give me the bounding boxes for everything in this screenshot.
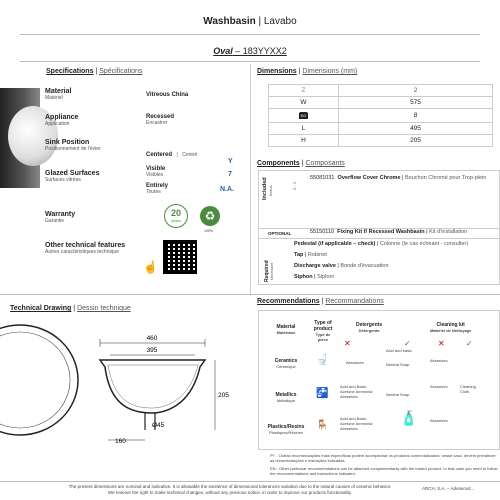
subheader-divider	[20, 61, 480, 62]
component-siphon: Siphon | Siphon	[294, 274, 335, 280]
model-code: – 183YYXX2	[232, 46, 287, 56]
component-pedestal: Pedestal (if applicable – check) | Colonne (le cas échéant - consulter)	[294, 241, 469, 247]
rec-col-detergents: Detergents Détergents	[356, 322, 383, 333]
rec-note-pt: PT - Outras recomendações mais específicas podem acompanhar os produtos comercializados; nesse caso, devem prevalecer as recomendações e instruções indicadas.	[270, 453, 496, 463]
rec-metallics-c1: Abrasives	[430, 384, 448, 389]
rec-note-en: EN - Other particular recommendations can be attached complementarily with the traded product. In that case you need to follow the recommendations and instructions indicated.	[270, 466, 498, 476]
drawing-heading: Technical Drawing | Dessin technique	[10, 305, 131, 312]
rec-row-ceramics: Ceramics Céramique	[274, 358, 298, 369]
dimensions-table	[268, 84, 493, 147]
dim-row-z: Z 2	[269, 85, 493, 97]
dim-row-w: W 575	[269, 97, 493, 109]
title-main: Washbasin	[203, 16, 256, 27]
included-label: Included	[262, 177, 268, 200]
included-label-alt: Inclus	[268, 185, 273, 196]
dim-45-label: Ø45	[152, 422, 165, 429]
recycle-icon: ♻	[200, 206, 220, 226]
glazed-code-na: N.A.	[220, 186, 234, 193]
spec-material-value: Vitreous China	[146, 92, 189, 98]
rec-row-plastics: Plastics/Resins Plastiques/Résines	[267, 424, 305, 435]
dim-205-label: 205	[218, 392, 229, 399]
top-view-inner	[0, 332, 70, 428]
spec-sink-position: Sink Position Positionnement de l'évier	[45, 139, 101, 152]
rec-ceramics-d3: Neutral Soap	[386, 362, 410, 367]
rec-ceramics-d2: Acid and basic	[386, 348, 413, 353]
required-label: Required	[264, 260, 270, 282]
document-title: Washbasin | Lavabo	[203, 16, 297, 27]
rec-col-type: Type of product Type de pièce	[313, 320, 333, 342]
spec-glazed-value2: Entirely Toutes	[146, 183, 169, 195]
allowed-check-icon-2: ✓	[466, 339, 473, 348]
qr-code[interactable]	[163, 240, 197, 274]
product-photo	[0, 88, 40, 188]
dim-row-kg: KG 8	[269, 109, 493, 123]
required-label-alt: Nécessaire	[270, 262, 274, 280]
rec-plastics-d1: Acid and Basic Acetone Ammonia Abrasives	[340, 416, 373, 431]
dimensions-heading: Dimensions | Dimensions (mm)	[257, 68, 358, 75]
rec-row-metallics: Metallics Métallique	[275, 392, 297, 403]
component-overflow: 55081031 Overflow Cover Chrome | Bouchon Chromé pour Trop-plein	[310, 175, 487, 181]
spec-glazed: Glazed Surfaces Surfaces vitrées	[45, 170, 100, 183]
z-marker: Z - 2	[292, 181, 297, 190]
weight-icon: KG	[300, 113, 307, 118]
toilet-icon: 🚽	[316, 355, 329, 366]
title-alt: Lavabo	[263, 16, 297, 27]
optional-label: OPTIONAL	[268, 231, 292, 236]
dim-460-label: 460	[146, 335, 158, 342]
model-name: Oval	[213, 46, 233, 56]
glazed-code-7: 7	[228, 171, 232, 178]
rec-metallics-d1: Acid and Basic Acetone Ammonia Abrasives	[340, 384, 373, 399]
component-discharge: Discharge valve | Bonde d'évacuation	[294, 263, 389, 269]
spec-warranty: Warranty Garantie	[45, 211, 76, 224]
rec-plastics-c1: Abrasives	[430, 418, 448, 423]
recommendations-heading: Recommendations | Recommandations	[257, 298, 384, 305]
spec-appliance: Appliance Application	[45, 114, 79, 127]
spec-material: Material Matériel	[45, 88, 72, 101]
glazed-code-y: Y	[228, 158, 233, 165]
technical-drawing	[0, 315, 250, 460]
rec-col-cleaning: Cleaning kit Matériel de Nettoyage	[430, 322, 472, 333]
spec-glazed-value: Visible Visibles	[146, 166, 166, 178]
spec-appliance-value: Recessed Encastrer	[146, 114, 175, 126]
model-title	[0, 46, 500, 56]
spec-other-features: Other technical features Autres caractéristiques technique	[45, 242, 126, 255]
tap-icon: 🚰	[316, 388, 329, 399]
recycle-percentage: 100%	[204, 229, 213, 233]
touch-hand-icon: ☝	[143, 260, 158, 274]
rec-metallics-c2: Cleaning Cloth	[460, 384, 476, 394]
spray-bottle-icon: 🧴	[400, 410, 418, 426]
seat-icon: 🪑	[316, 420, 329, 431]
dim-395-label: 395	[146, 347, 158, 354]
footer-line2: We reserve the right to make technical changes, without any previous notice, in order to improve our products functionality.	[108, 490, 352, 495]
component-fixing-kit: 55150110 Fixing Kit f/ Recessed Washbasin | Kit d'installation	[310, 229, 468, 235]
footer-company: ARCH, S.A. – Advanced...	[422, 486, 475, 491]
dim-row-h: H 205	[269, 135, 493, 147]
specs-heading: Specifications | Spécifications	[46, 68, 143, 75]
header-divider	[20, 34, 480, 35]
dim-160-label: 160	[115, 438, 126, 445]
spec-sink-position-value: Centered | Centré	[146, 152, 198, 158]
top-view-outer	[0, 325, 78, 435]
warranty-badge-icon: 20 years	[164, 204, 188, 228]
rec-col-material: Material Matériaux	[276, 324, 296, 335]
dim-row-l: L 495	[269, 123, 493, 135]
components-heading: Components | Composants	[257, 160, 345, 167]
rec-metallics-d2: Neutral Soap	[386, 392, 410, 397]
forbidden-x-icon-2: ✕	[438, 339, 445, 348]
forbidden-x-icon: ✕	[344, 339, 351, 348]
rec-ceramics-c1: Abrasives	[430, 358, 448, 363]
rec-ceramics-d1: Abrasives	[346, 360, 364, 365]
column-divider	[250, 64, 251, 294]
component-tap: Tap | Robinet	[294, 252, 327, 258]
footer-line1: The present dimensions are nominal and indicative. It is allowable the existence of dimensional tolerances variation due to the natural causes of ceramic behavior.	[68, 484, 392, 489]
allowed-check-icon: ✓	[404, 339, 411, 348]
